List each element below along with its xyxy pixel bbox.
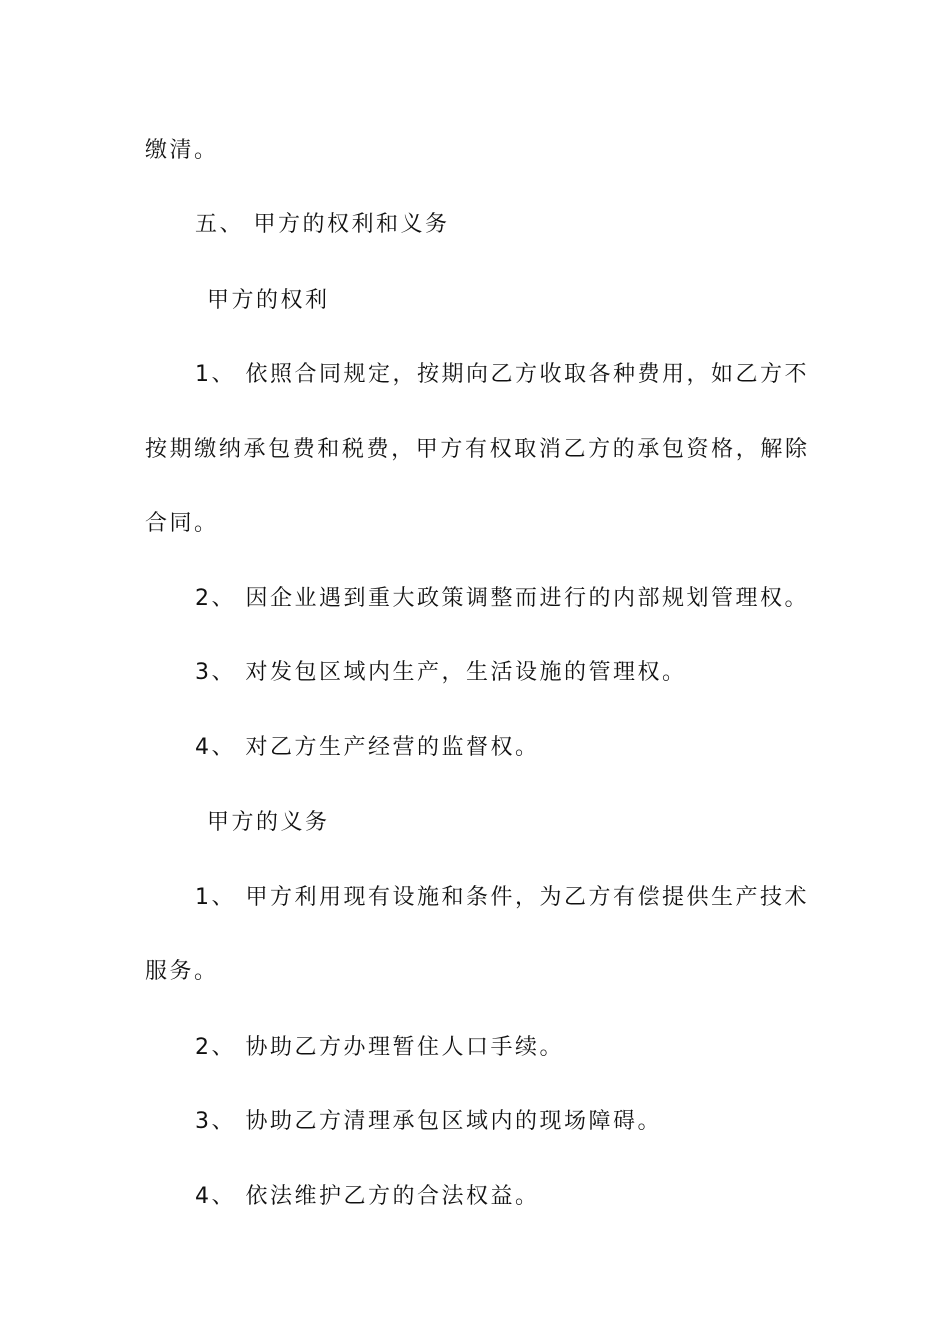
section-heading: 五、 甲方的权利和义务 bbox=[195, 212, 450, 237]
paragraph-line: 3、 对发包区域内生产，生活设施的管理权。 bbox=[195, 660, 687, 685]
subheading: 甲方的义务 bbox=[207, 810, 330, 835]
paragraph-line: 2、 协助乙方办理暂住人口手续。 bbox=[195, 1035, 564, 1060]
paragraph-line: 4、 依法维护乙方的合法权益。 bbox=[195, 1184, 540, 1209]
paragraph-line: 1、 甲方利用现有设施和条件，为乙方有偿提供生产技术 bbox=[195, 885, 809, 910]
text-line: 缴清。 bbox=[145, 138, 219, 163]
paragraph-line: 4、 对乙方生产经营的监督权。 bbox=[195, 735, 540, 760]
paragraph-line: 3、 协助乙方清理承包区域内的现场障碍。 bbox=[195, 1109, 662, 1134]
paragraph-line: 合同。 bbox=[145, 511, 219, 536]
paragraph-line: 按期缴纳承包费和税费，甲方有权取消乙方的承包资格，解除 bbox=[145, 437, 807, 462]
paragraph-line: 服务。 bbox=[145, 959, 219, 984]
subheading: 甲方的权利 bbox=[207, 288, 330, 313]
paragraph-line: 1、 依照合同规定，按期向乙方收取各种费用，如乙方不 bbox=[195, 362, 809, 387]
paragraph-line: 2、 因企业遇到重大政策调整而进行的内部规划管理权。 bbox=[195, 586, 809, 611]
